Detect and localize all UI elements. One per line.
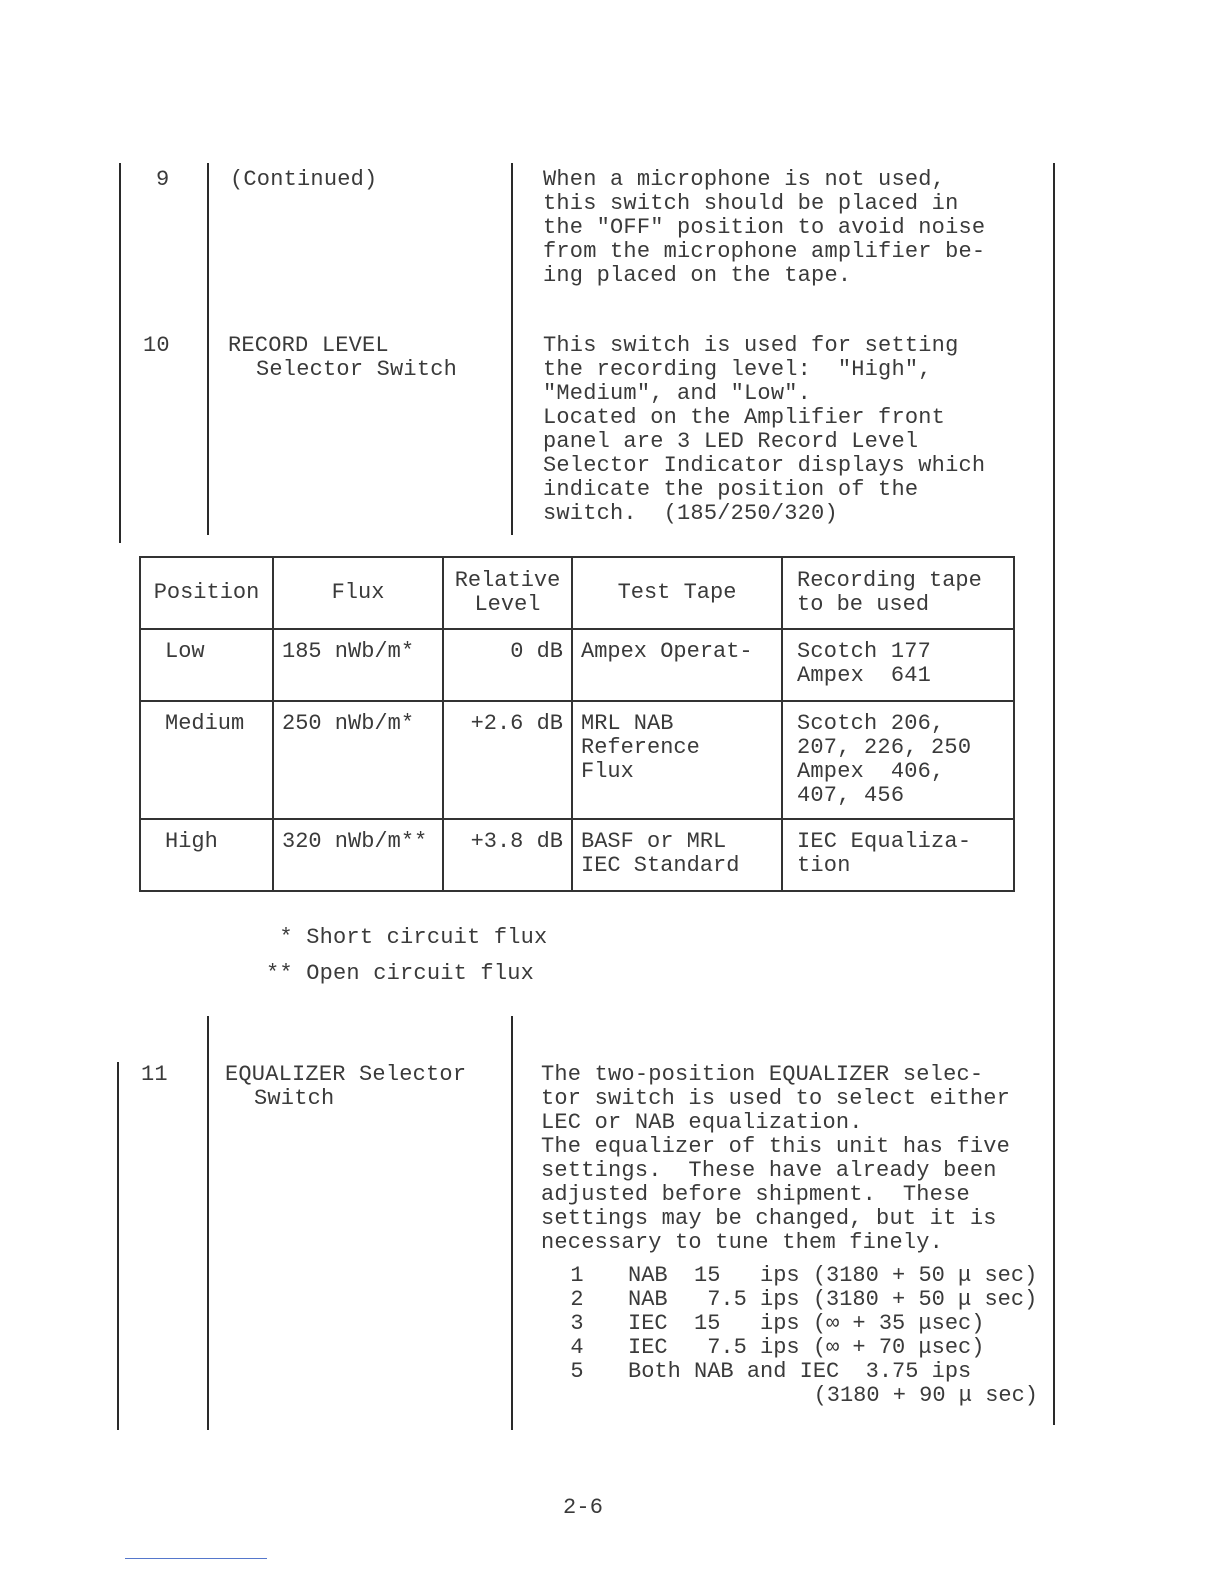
text-line: indicate the position of the	[543, 477, 919, 502]
left-border-bottom	[117, 1062, 119, 1430]
text-line: settings may be changed, but it is	[541, 1206, 997, 1231]
cell-line: Flux	[581, 759, 634, 784]
setting-text: (3180 + 90 μ sec)	[813, 1383, 1038, 1408]
text-line: Selector Indicator displays which	[543, 453, 986, 478]
cell-test-tape	[572, 629, 782, 701]
setting-number: 1	[570, 1263, 584, 1288]
number-column-divider-top	[207, 163, 209, 535]
table-row	[140, 701, 1014, 819]
table-header-row	[140, 557, 1014, 629]
item-10-description	[543, 334, 985, 526]
header-relative-level	[443, 557, 572, 629]
item-11-title	[225, 1063, 466, 1111]
cell-level: +3.8 dB	[443, 819, 572, 891]
text-line: The two-position EQUALIZER selec-	[541, 1062, 984, 1087]
cell-line: Ampex Operat-	[581, 639, 753, 664]
setting-text: NAB 15 ips (3180 + 50 μ sec)	[628, 1263, 1038, 1288]
title-line: RECORD LEVEL	[228, 333, 389, 358]
cell-level: +2.6 dB	[443, 701, 572, 819]
cell-flux: 185 nWb/m*	[273, 629, 443, 701]
cell-recording-tape	[782, 629, 1014, 701]
title-line: Selector Switch	[256, 357, 458, 382]
list-item-continuation	[566, 1384, 1046, 1408]
cell-flux: 250 nWb/m*	[273, 701, 443, 819]
setting-text: IEC 7.5 ips (∞ + 70 μsec)	[628, 1335, 985, 1360]
setting-number: 2	[570, 1287, 584, 1312]
cell-recording-tape	[782, 819, 1014, 891]
title-line: Switch	[254, 1086, 335, 1111]
list-item	[566, 1312, 1046, 1336]
text-line: the recording level: "High",	[543, 357, 932, 382]
cell-position: Medium	[140, 701, 273, 819]
table-row	[140, 629, 1014, 701]
text-line: The equalizer of this unit has five	[541, 1134, 1011, 1159]
list-item	[566, 1336, 1046, 1360]
text-line: switch. (185/250/320)	[543, 501, 838, 526]
text-line: LEC or NAB equalization.	[541, 1110, 863, 1135]
text-line: ing placed on the tape.	[543, 263, 852, 288]
text-line: "Medium", and "Low".	[543, 381, 812, 406]
text-line: this switch should be placed in	[543, 191, 959, 216]
cell-position: Low	[140, 629, 273, 701]
setting-text: IEC 15 ips (∞ + 35 μsec)	[628, 1311, 985, 1336]
title-line: EQUALIZER Selector	[225, 1062, 467, 1087]
cell-line: 207, 226, 250	[797, 735, 972, 760]
cell-line: Reference	[581, 735, 700, 760]
setting-text: NAB 7.5 ips (3180 + 50 μ sec)	[628, 1287, 1038, 1312]
footnotes	[266, 920, 547, 992]
header-flux: Flux	[273, 557, 443, 629]
cell-position: High	[140, 819, 273, 891]
cell-line: IEC Standard	[581, 853, 740, 878]
setting-number: 5	[570, 1359, 584, 1384]
title-column-divider-bottom	[511, 1016, 513, 1430]
text-line: adjusted before shipment. These	[541, 1182, 970, 1207]
item-9-title: (Continued)	[230, 167, 378, 192]
cell-line: MRL NAB	[581, 711, 674, 736]
footnote-short-circuit: * Short circuit flux	[266, 925, 548, 950]
cell-line: Scotch 206,	[797, 711, 945, 736]
number-column-divider-bottom	[207, 1016, 209, 1430]
item-10-number: 10	[143, 333, 170, 358]
right-border	[1053, 163, 1055, 1425]
setting-text: Both NAB and IEC 3.75 ips	[628, 1359, 972, 1384]
header-position: Position	[140, 557, 273, 629]
text-line: the "OFF" position to avoid noise	[543, 215, 986, 240]
list-item	[566, 1264, 1046, 1288]
cell-line: 407, 456	[797, 783, 905, 808]
header-recording-tape	[782, 557, 1014, 629]
text-line: Located on the Amplifier front	[543, 405, 946, 430]
cell-line: IEC Equaliza-	[797, 829, 972, 854]
title-column-divider-top	[511, 163, 513, 535]
table-row	[140, 819, 1014, 891]
text-line: When a microphone is not used,	[543, 167, 946, 192]
footnote-open-circuit: ** Open circuit flux	[266, 961, 535, 986]
header-line: Recording tape	[797, 568, 982, 593]
text-line: tor switch is used to select either	[541, 1086, 1011, 1111]
item-11-number: 11	[141, 1062, 168, 1087]
text-line: settings. These have already been	[541, 1158, 997, 1183]
cell-line: Ampex 641	[797, 663, 932, 688]
cell-line: tion	[797, 853, 851, 878]
header-line: to be used	[797, 592, 930, 617]
text-line: necessary to tune them finely.	[541, 1230, 944, 1255]
list-item	[566, 1288, 1046, 1312]
item-10-title	[228, 334, 457, 382]
text-line: from the microphone amplifier be-	[543, 239, 986, 264]
item-9-number: 9	[156, 167, 170, 192]
cell-line: BASF or MRL	[581, 829, 727, 854]
item-9-description	[543, 168, 985, 288]
list-item	[566, 1360, 1046, 1384]
header-test-tape: Test Tape	[572, 557, 782, 629]
record-level-table	[139, 556, 1015, 892]
cell-recording-tape	[782, 701, 1014, 819]
cell-level: 0 dB	[443, 629, 572, 701]
cell-test-tape	[572, 819, 782, 891]
left-border-top	[119, 163, 121, 543]
cell-test-tape	[572, 701, 782, 819]
text-line: This switch is used for setting	[543, 333, 959, 358]
item-11-description	[541, 1063, 1010, 1255]
cell-line: Scotch 177	[797, 639, 932, 664]
page-number: 2-6	[563, 1495, 604, 1520]
setting-number: 4	[570, 1335, 584, 1360]
cell-flux: 320 nWb/m**	[273, 819, 443, 891]
cell-line: Ampex 406,	[797, 759, 945, 784]
header-line: Relative	[454, 568, 561, 593]
footer-rule	[125, 1558, 267, 1559]
equalizer-settings-list	[566, 1264, 1046, 1408]
header-line: Level	[474, 592, 541, 617]
setting-number: 3	[570, 1311, 584, 1336]
text-line: panel are 3 LED Record Level	[543, 429, 919, 454]
